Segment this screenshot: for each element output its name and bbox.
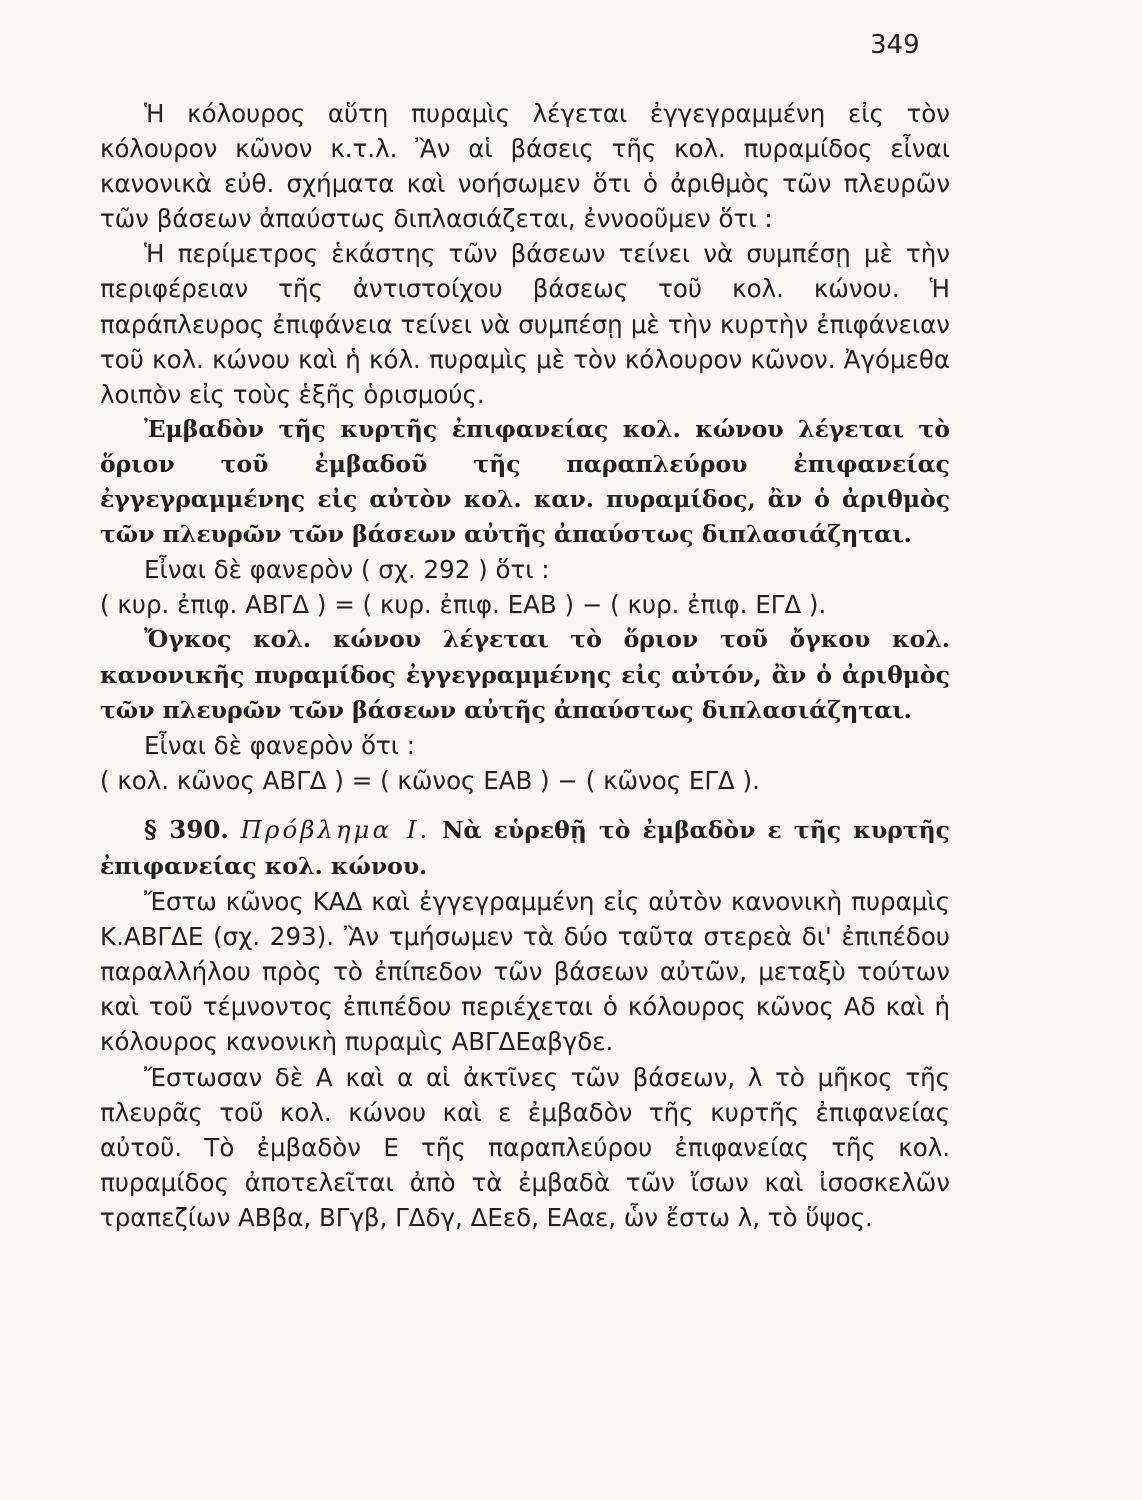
formula-surface: ( κυρ. ἐπιφ. ΑΒΓΔ ) = ( κυρ. ἐπιφ. ΕΑΒ ) − ( κυρ. ἐπιφ. ΕΓΔ ). bbox=[100, 590, 827, 620]
problem-title: Νὰ εὑρεθῇ τὸ ἐμβαδὸν ε τῆς κυρτῆς ἐπιφανείας κολ. κώνου. bbox=[100, 815, 950, 880]
paragraph-limits: Ἡ περίμετρος ἑκάστης τῶν βάσεων τείνει νὰ συμπέσῃ μὲ τὴν περιφέρειαν τῆς ἀντιστοίχου βάσεως τοῦ κολ. κώνου. Ἡ παράπλευρος ἐπιφάνεια τείνει νὰ συμπέσῃ μὲ τὴν κυρτὴν ἐπιφάνειαν τοῦ κολ. κώνου καὶ ἡ κόλ. πυραμὶς μὲ τὸν κόλουρον κῶνον. Ἀγόμεθα λοιπὸν εἰς τοὺς ἑξῆς ὁρισμούς. bbox=[100, 239, 950, 409]
paragraph-notation: Ἔστωσαν δὲ Α καὶ α αἱ ἀκτῖνες τῶν βάσεων, λ τὸ μῆκος τῆς πλευρᾶς τοῦ κολ. κώνου καὶ ε ἐμβαδὸν τῆς κυρτῆς ἐπιφανείας αὐτοῦ. Τὸ ἐμβαδὸν Ε τῆς παραπλεύρου ἐπιφανείας τῆς κολ. πυραμίδος ἀποτελεῖται ἀπὸ τὰ ἐμβαδὰ τῶν ἴσων καὶ ἰσοσκελῶν τραπεζίων ΑΒβα, ΒΓγβ, ΓΔδγ, ΔΕεδ, ΕΑαε, ὧν ἔστω λ, τὸ ὕψος. bbox=[100, 1062, 950, 1232]
paragraph-evident-2: Εἶναι δὲ φανερὸν ὅτι : bbox=[144, 730, 416, 760]
paragraph-construction: Ἔστω κῶνος ΚΑΔ καὶ ἐγγεγραμμένη εἰς αὐτὸν κανονικὴ πυραμὶς Κ.ΑΒΓΔΕ (σχ. 293). Ἂν τμήσωμεν τὰ δύο ταῦτα στερεὰ δι' ἐπιπέδου παραλλήλου πρὸς τὸ ἐπίπεδον τῶν βάσεων αὐτῶν, μεταξὺ τούτων καὶ τοῦ τέμνοντος ἐπιπέδου περιέχεται ὁ κόλουρος κῶνος Αδ καὶ ἡ κόλουρος κανονικὴ πυραμὶς ΑΒΓΔΕαβγδε. bbox=[100, 887, 950, 1057]
section-gap bbox=[100, 798, 950, 812]
page-number: 349 bbox=[870, 30, 920, 60]
paragraph-intro: Ἡ κόλουρος αὕτη πυραμὶς λέγεται ἐγγεγραμμένη εἰς τὸν κόλουρον κῶνον κ.τ.λ. Ἂν αἱ βάσεις τῆς κολ. πυραμίδος εἶναι κανονικὰ εὐθ. σχήματα καὶ νοήσωμεν ὅτι ὁ ἀριθμὸς τῶν πλευρῶν τῶν βάσεων ἀπαύστως διπλασιάζεται, ἐννοοῦμεν ὅτι : bbox=[100, 99, 950, 234]
definition-surface-area: Ἐμβαδὸν τῆς κυρτῆς ἐπιφανείας κολ. κώνου λέγεται τὸ ὅριον τοῦ ἐμβαδοῦ τῆς παραπλεύρου ἐπιφανείας ἐγγεγραμμένης εἰς αὐτὸν κολ. καν. πυραμίδος, ἂν ὁ ἀριθμὸς τῶν πλευρῶν τῶν βάσεων αὐτῆς ἀπαύστως διπλασιάζηται. bbox=[100, 414, 950, 549]
section-heading bbox=[100, 812, 950, 884]
section-number: § 390. bbox=[144, 814, 229, 844]
paragraph-evident-1: Εἶναι δὲ φανερὸν ( σχ. 292 ) ὅτι : bbox=[144, 555, 550, 585]
formula-volume: ( κολ. κῶνος ΑΒΓΔ ) = ( κῶνος ΕΑΒ ) − ( κῶνος ΕΓΔ ). bbox=[100, 765, 760, 795]
page-body bbox=[100, 96, 950, 1235]
definition-volume: Ὄγκος κολ. κώνου λέγεται τὸ ὅριον τοῦ ὄγκου κολ. κανονικῆς πυραμίδος ἐγγεγραμμένης εἰς αὐτόν, ἂν ὁ ἀριθμὸς τῶν πλευρῶν τῶν βάσεων αὐτῆς ἀπαύστως διπλασιάζηται. bbox=[100, 625, 950, 724]
problem-label: Πρόβλημα Ι. bbox=[240, 814, 431, 844]
